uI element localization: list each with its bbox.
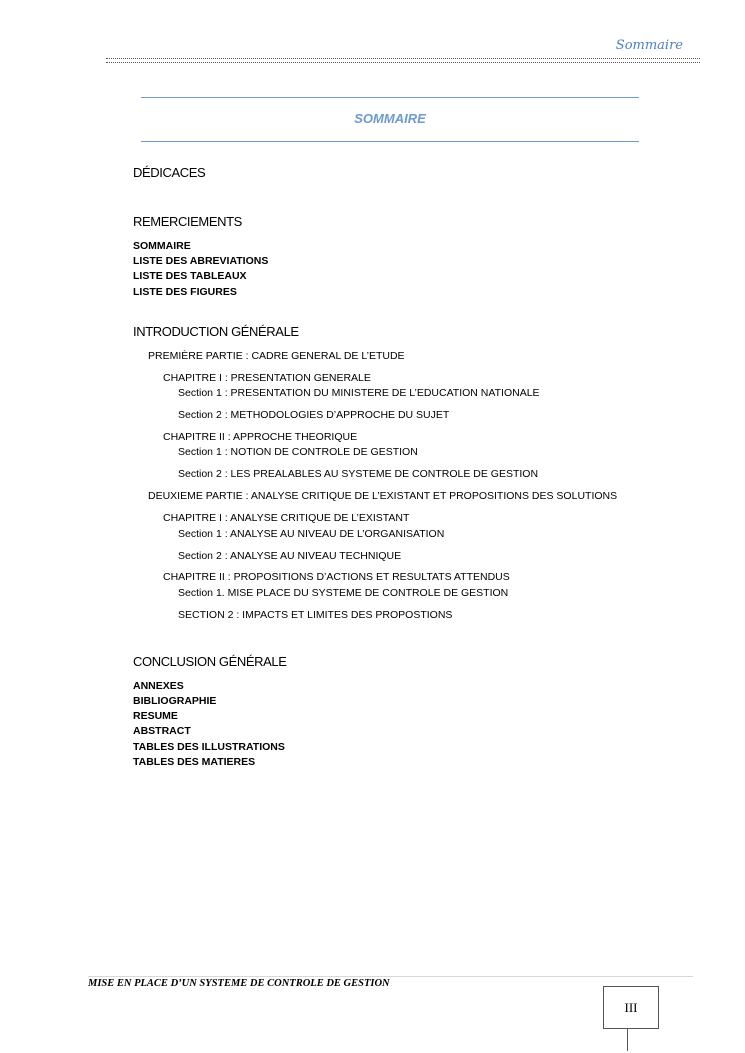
toc-part-2: DEUXIEME PARTIE : ANALYSE CRITIQUE DE L’EXISTANT ET PROPOSITIONS DES SOLUTIONS <box>148 490 618 502</box>
toc-liste-abreviations: LISTE DES ABREVIATIONS <box>133 255 269 267</box>
toc-remerciements: REMERCIEMENTS <box>133 214 242 229</box>
toc-conclusion: CONCLUSION GÉNÉRALE <box>133 654 287 669</box>
toc-part1-chapter-2: CHAPITRE II : APPROCHE THEORIQUE <box>163 431 358 443</box>
toc-part2-ch2-section-2: SECTION 2 : IMPACTS ET LIMITES DES PROPOSTIONS <box>178 609 453 621</box>
toc-tables-matieres: TABLES DES MATIERES <box>133 756 256 768</box>
toc-part2-chapter-2: CHAPITRE II : PROPOSITIONS D’ACTIONS ET RESULTATS ATTENDUS <box>163 571 510 583</box>
toc-annexes: ANNEXES <box>133 680 184 692</box>
toc-tables-illustrations: TABLES DES ILLUSTRATIONS <box>133 741 285 753</box>
toc-part1-ch2-section-2: Section 2 : LES PREALABLES AU SYSTEME DE CONTROLE DE GESTION <box>178 468 539 480</box>
toc-part1-ch2-section-1: Section 1 : NOTION DE CONTROLE DE GESTION <box>178 446 418 458</box>
toc-liste-figures: LISTE DES FIGURES <box>133 286 237 298</box>
toc-part2-chapter-1: CHAPITRE I : ANALYSE CRITIQUE DE L’EXISTANT <box>163 512 410 524</box>
toc-liste-tableaux: LISTE DES TABLEAUX <box>133 270 247 282</box>
toc-part-1: PREMIÈRE PARTIE : CADRE GENERAL DE L’ETUDE <box>148 350 405 362</box>
title-top-rule <box>141 97 639 98</box>
toc-part2-ch1-section-2: Section 2 : ANALYSE AU NIVEAU TECHNIQUE <box>178 550 402 562</box>
page-title: SOMMAIRE <box>354 111 426 126</box>
header-dotted-rule <box>106 58 700 63</box>
toc-bibliographie: BIBLIOGRAPHIE <box>133 695 217 707</box>
footer-title: MISE EN PLACE D’UN SYSTEME DE CONTROLE DE GESTION <box>88 978 390 989</box>
toc-part2-ch1-section-1: Section 1 : ANALYSE AU NIVEAU DE L’ORGANISATION <box>178 528 445 540</box>
toc-introduction: INTRODUCTION GÉNÉRALE <box>133 324 299 339</box>
footer-rule <box>88 976 693 977</box>
page-number-tick <box>627 1029 628 1051</box>
toc-part1-chapter-1: CHAPITRE I : PRESENTATION GENERALE <box>163 372 371 384</box>
page-number: III <box>603 986 659 1029</box>
toc-resume: RESUME <box>133 710 178 722</box>
title-bottom-rule <box>141 141 639 142</box>
toc-part1-ch1-section-2: Section 2 : METHODOLOGIES D’APPROCHE DU SUJET <box>178 409 450 421</box>
toc-sommaire: SOMMAIRE <box>133 240 191 252</box>
toc-part1-ch1-section-1: Section 1 : PRESENTATION DU MINISTERE DE L’EDUCATION NATIONALE <box>178 387 540 399</box>
toc-abstract: ABSTRACT <box>133 725 191 737</box>
running-header-title: Sommaire <box>615 38 683 53</box>
toc-dedicaces: DÉDICACES <box>133 165 206 180</box>
toc-part2-ch2-section-1: Section 1. MISE PLACE DU SYSTEME DE CONTROLE DE GESTION <box>178 587 509 599</box>
